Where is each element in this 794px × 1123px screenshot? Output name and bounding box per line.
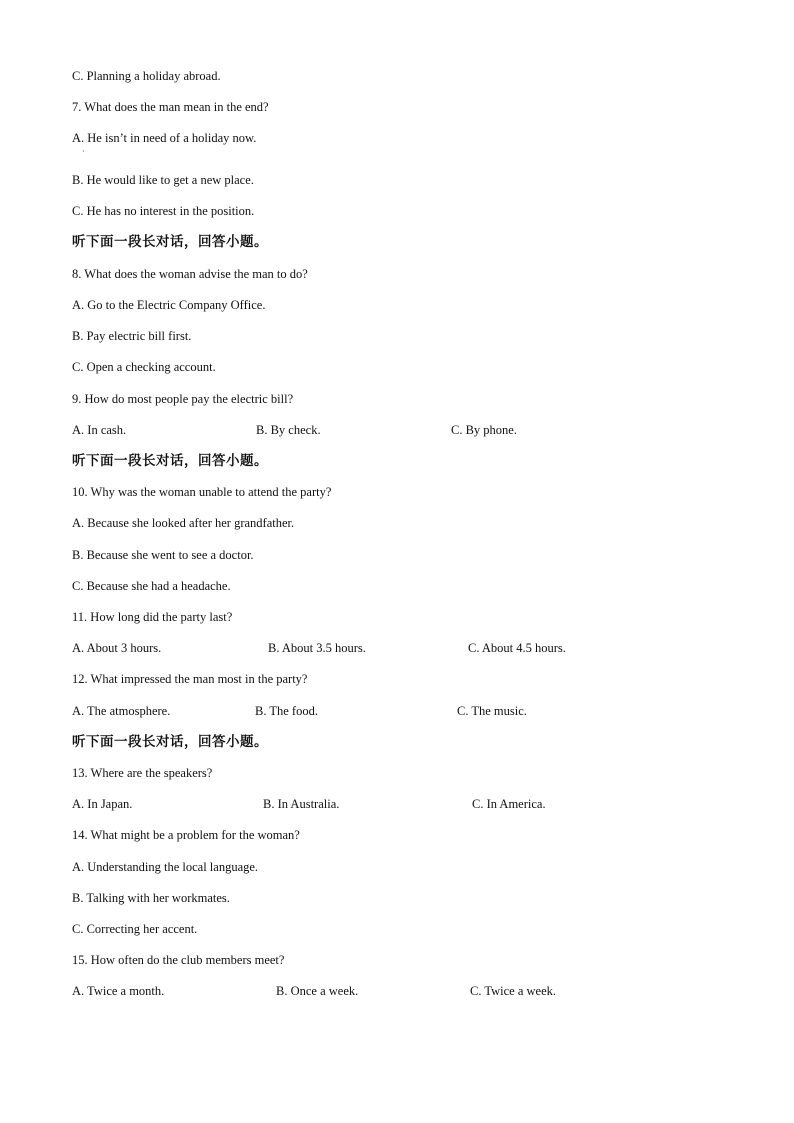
question-10: 10. Why was the woman unable to attend the party?	[72, 485, 332, 499]
option-9a: A. In cash.	[72, 423, 127, 437]
option-10b: B. Because she went to see a doctor.	[72, 548, 254, 562]
section-heading: 听下面一段长对话，回答小题。	[72, 734, 268, 750]
question-11: 11. How long did the party last?	[72, 610, 233, 624]
option-13b: B. In Australia.	[263, 797, 340, 811]
option-9b: B. By check.	[256, 423, 321, 437]
option-14c: C. Correcting her accent.	[72, 922, 198, 936]
question-14: 14. What might be a problem for the woman?	[72, 828, 300, 842]
section-heading: 听下面一段长对话，回答小题。	[72, 453, 268, 469]
option-11a: A. About 3 hours.	[72, 641, 162, 655]
option-10a: A. Because she looked after her grandfather.	[72, 516, 295, 530]
option-8a: A. Go to the Electric Company Office.	[72, 298, 266, 312]
question-8: 8. What does the woman advise the man to do?	[72, 267, 308, 281]
option-15c: C. Twice a week.	[470, 984, 557, 998]
question-15: 15. How often do the club members meet?	[72, 953, 285, 967]
section-heading: 听下面一段长对话，回答小题。	[72, 234, 268, 250]
question-12: 12. What impressed the man most in the party?	[72, 672, 308, 686]
question-9: 9. How do most people pay the electric bill?	[72, 392, 294, 406]
option-7a: A. He isn’t in need of a holiday now.	[72, 131, 257, 145]
option-10c: C. Because she had a headache.	[72, 579, 231, 593]
option-6c: C. Planning a holiday abroad.	[72, 69, 221, 83]
option-7b: B. He would like to get a new place.	[72, 173, 254, 187]
option-9c: C. By phone.	[451, 423, 517, 437]
option-13a: A. In Japan.	[72, 797, 133, 811]
option-8b: B. Pay electric bill first.	[72, 329, 192, 343]
option-14b: B. Talking with her workmates.	[72, 891, 230, 905]
option-13c: C. In America.	[472, 797, 546, 811]
option-11b: B. About 3.5 hours.	[268, 641, 366, 655]
question-7: 7. What does the man mean in the end?	[72, 100, 269, 114]
option-12a: A. The atmosphere.	[72, 704, 171, 718]
stray-dot: ·	[82, 147, 85, 156]
option-8c: C. Open a checking account.	[72, 360, 216, 374]
option-11c: C. About 4.5 hours.	[468, 641, 566, 655]
question-13: 13. Where are the speakers?	[72, 766, 213, 780]
option-15b: B. Once a week.	[276, 984, 359, 998]
option-7c: C. He has no interest in the position.	[72, 204, 255, 218]
option-15a: A. Twice a month.	[72, 984, 165, 998]
option-12b: B. The food.	[255, 704, 318, 718]
option-14a: A. Understanding the local language.	[72, 860, 259, 874]
option-12c: C. The music.	[457, 704, 527, 718]
